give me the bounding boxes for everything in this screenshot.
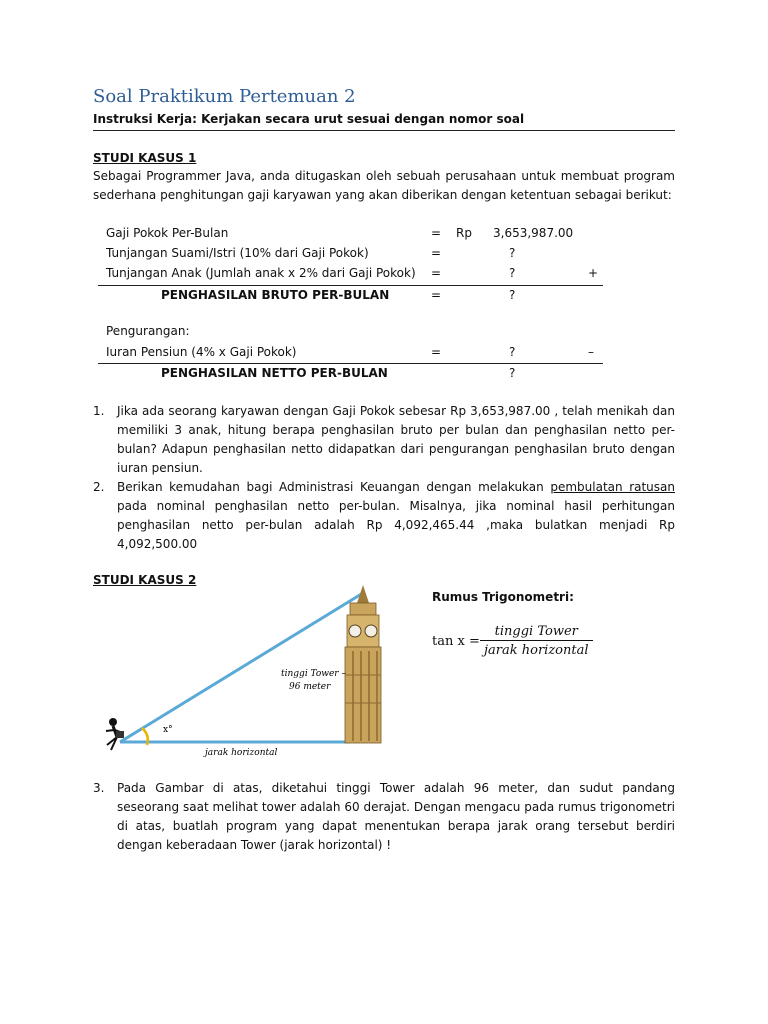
tower-diagram xyxy=(95,585,415,765)
underlined-term: pembulatan ratusan xyxy=(550,480,675,494)
question-text: Pada Gambar di atas, diketahui tinggi Tower adalah 96 meter, dan sudut pandang seseorang saat melihat tower adalah 60 derajat. Dengan mengacu pada rumus trigonometri di atas, buatlah program yang dapat menentukan berapa jarak orang tersebut berdiri dengan keberadaan Tower (jarak horizontal) ! xyxy=(117,781,675,852)
row-label: Tunjangan Anak (Jumlah anak x 2% dari Gaji Pokok) xyxy=(106,266,416,280)
row-value: ? xyxy=(509,288,516,302)
question-text-part: pada nominal penghasilan netto per-bulan. Misalnya, jika nominal hasil perhitungan penghasilan netto per-bulan adalah Rp 4,092,465.44 ,maka bulatkan menjadi Rp 4,092,500.00 xyxy=(117,499,675,551)
row-operator: + xyxy=(588,266,599,280)
formula-fraction xyxy=(480,624,593,658)
row-equals: = xyxy=(431,266,442,280)
formula-numerator: tinggi Tower xyxy=(494,624,578,639)
row-value: ? xyxy=(509,246,516,260)
case1-heading: STUDI KASUS 1 xyxy=(93,151,197,165)
salary-row xyxy=(98,286,603,306)
formula-heading: Rumus Trigonometri: xyxy=(432,590,574,604)
salary-row xyxy=(98,343,603,363)
work-instruction: Instruksi Kerja: Kerjakan secara urut sesuai dengan nomor soal xyxy=(93,112,675,131)
row-label: Pengurangan: xyxy=(106,324,190,338)
salary-row xyxy=(98,264,603,284)
sight-line xyxy=(120,593,363,742)
question-number: 3. xyxy=(93,781,105,795)
row-label: Tunjangan Suami/Istri (10% dari Gaji Pokok) xyxy=(106,246,369,260)
question-number: 1. xyxy=(93,404,105,418)
row-value: ? xyxy=(509,345,516,359)
question-text: Jika ada seorang karyawan dengan Gaji Pokok sebesar Rp 3,653,987.00 , telah menikah dan memiliki 3 anak, hitung berapa penghasilan bruto per bulan dan penghasilan netto per-bulan? Adapun penghasilan netto didapatkan dari pengurangan penghasilan bruto dengan iuran pensiun. xyxy=(117,404,675,475)
tower-height-value: 96 meter xyxy=(289,682,331,692)
question-text xyxy=(117,478,675,554)
row-value: ? xyxy=(509,366,516,380)
question-number: 2. xyxy=(93,480,105,494)
salary-row xyxy=(98,322,603,342)
row-equals: = xyxy=(431,226,442,240)
row-value: 3,653,987.00 xyxy=(493,226,574,240)
salary-row xyxy=(98,224,603,244)
trig-formula xyxy=(432,590,672,670)
row-equals: = xyxy=(431,246,442,260)
tower-icon xyxy=(345,585,381,743)
angle-label: x° xyxy=(163,725,173,735)
row-label: PENGHASILAN BRUTO PER-BULAN xyxy=(161,288,390,302)
page-title: Soal Praktikum Pertemuan 2 xyxy=(93,86,356,107)
row-currency: Rp xyxy=(456,226,472,240)
row-operator: – xyxy=(588,345,594,359)
row-label: PENGHASILAN NETTO PER-BULAN xyxy=(161,366,388,380)
horizontal-label: jarak horizontal xyxy=(205,748,278,758)
salary-row xyxy=(98,244,603,264)
salary-row xyxy=(98,364,603,384)
formula-lhs: tan x = xyxy=(432,634,480,649)
row-value: ? xyxy=(509,266,516,280)
row-label: Gaji Pokok Per-Bulan xyxy=(106,226,229,240)
question-text-part: Berikan kemudahan bagi Administrasi Keuangan dengan melakukan xyxy=(117,480,551,494)
row-equals: = xyxy=(431,288,442,302)
tower-height-label: tinggi Tower – xyxy=(281,669,346,679)
row-label: Iuran Pensiun (4% x Gaji Pokok) xyxy=(106,345,297,359)
case2-heading: STUDI KASUS 2 xyxy=(93,573,197,587)
formula-denominator: jarak horizontal xyxy=(480,640,593,658)
row-equals: = xyxy=(431,345,442,359)
case1-intro: Sebagai Programmer Java, anda ditugaskan oleh sebuah perusahaan untuk membuat program sederhana penghitungan gaji karyawan yang akan diberikan dengan ketentuan sebagai berikut: xyxy=(93,169,675,202)
person-stick-icon xyxy=(106,718,124,750)
